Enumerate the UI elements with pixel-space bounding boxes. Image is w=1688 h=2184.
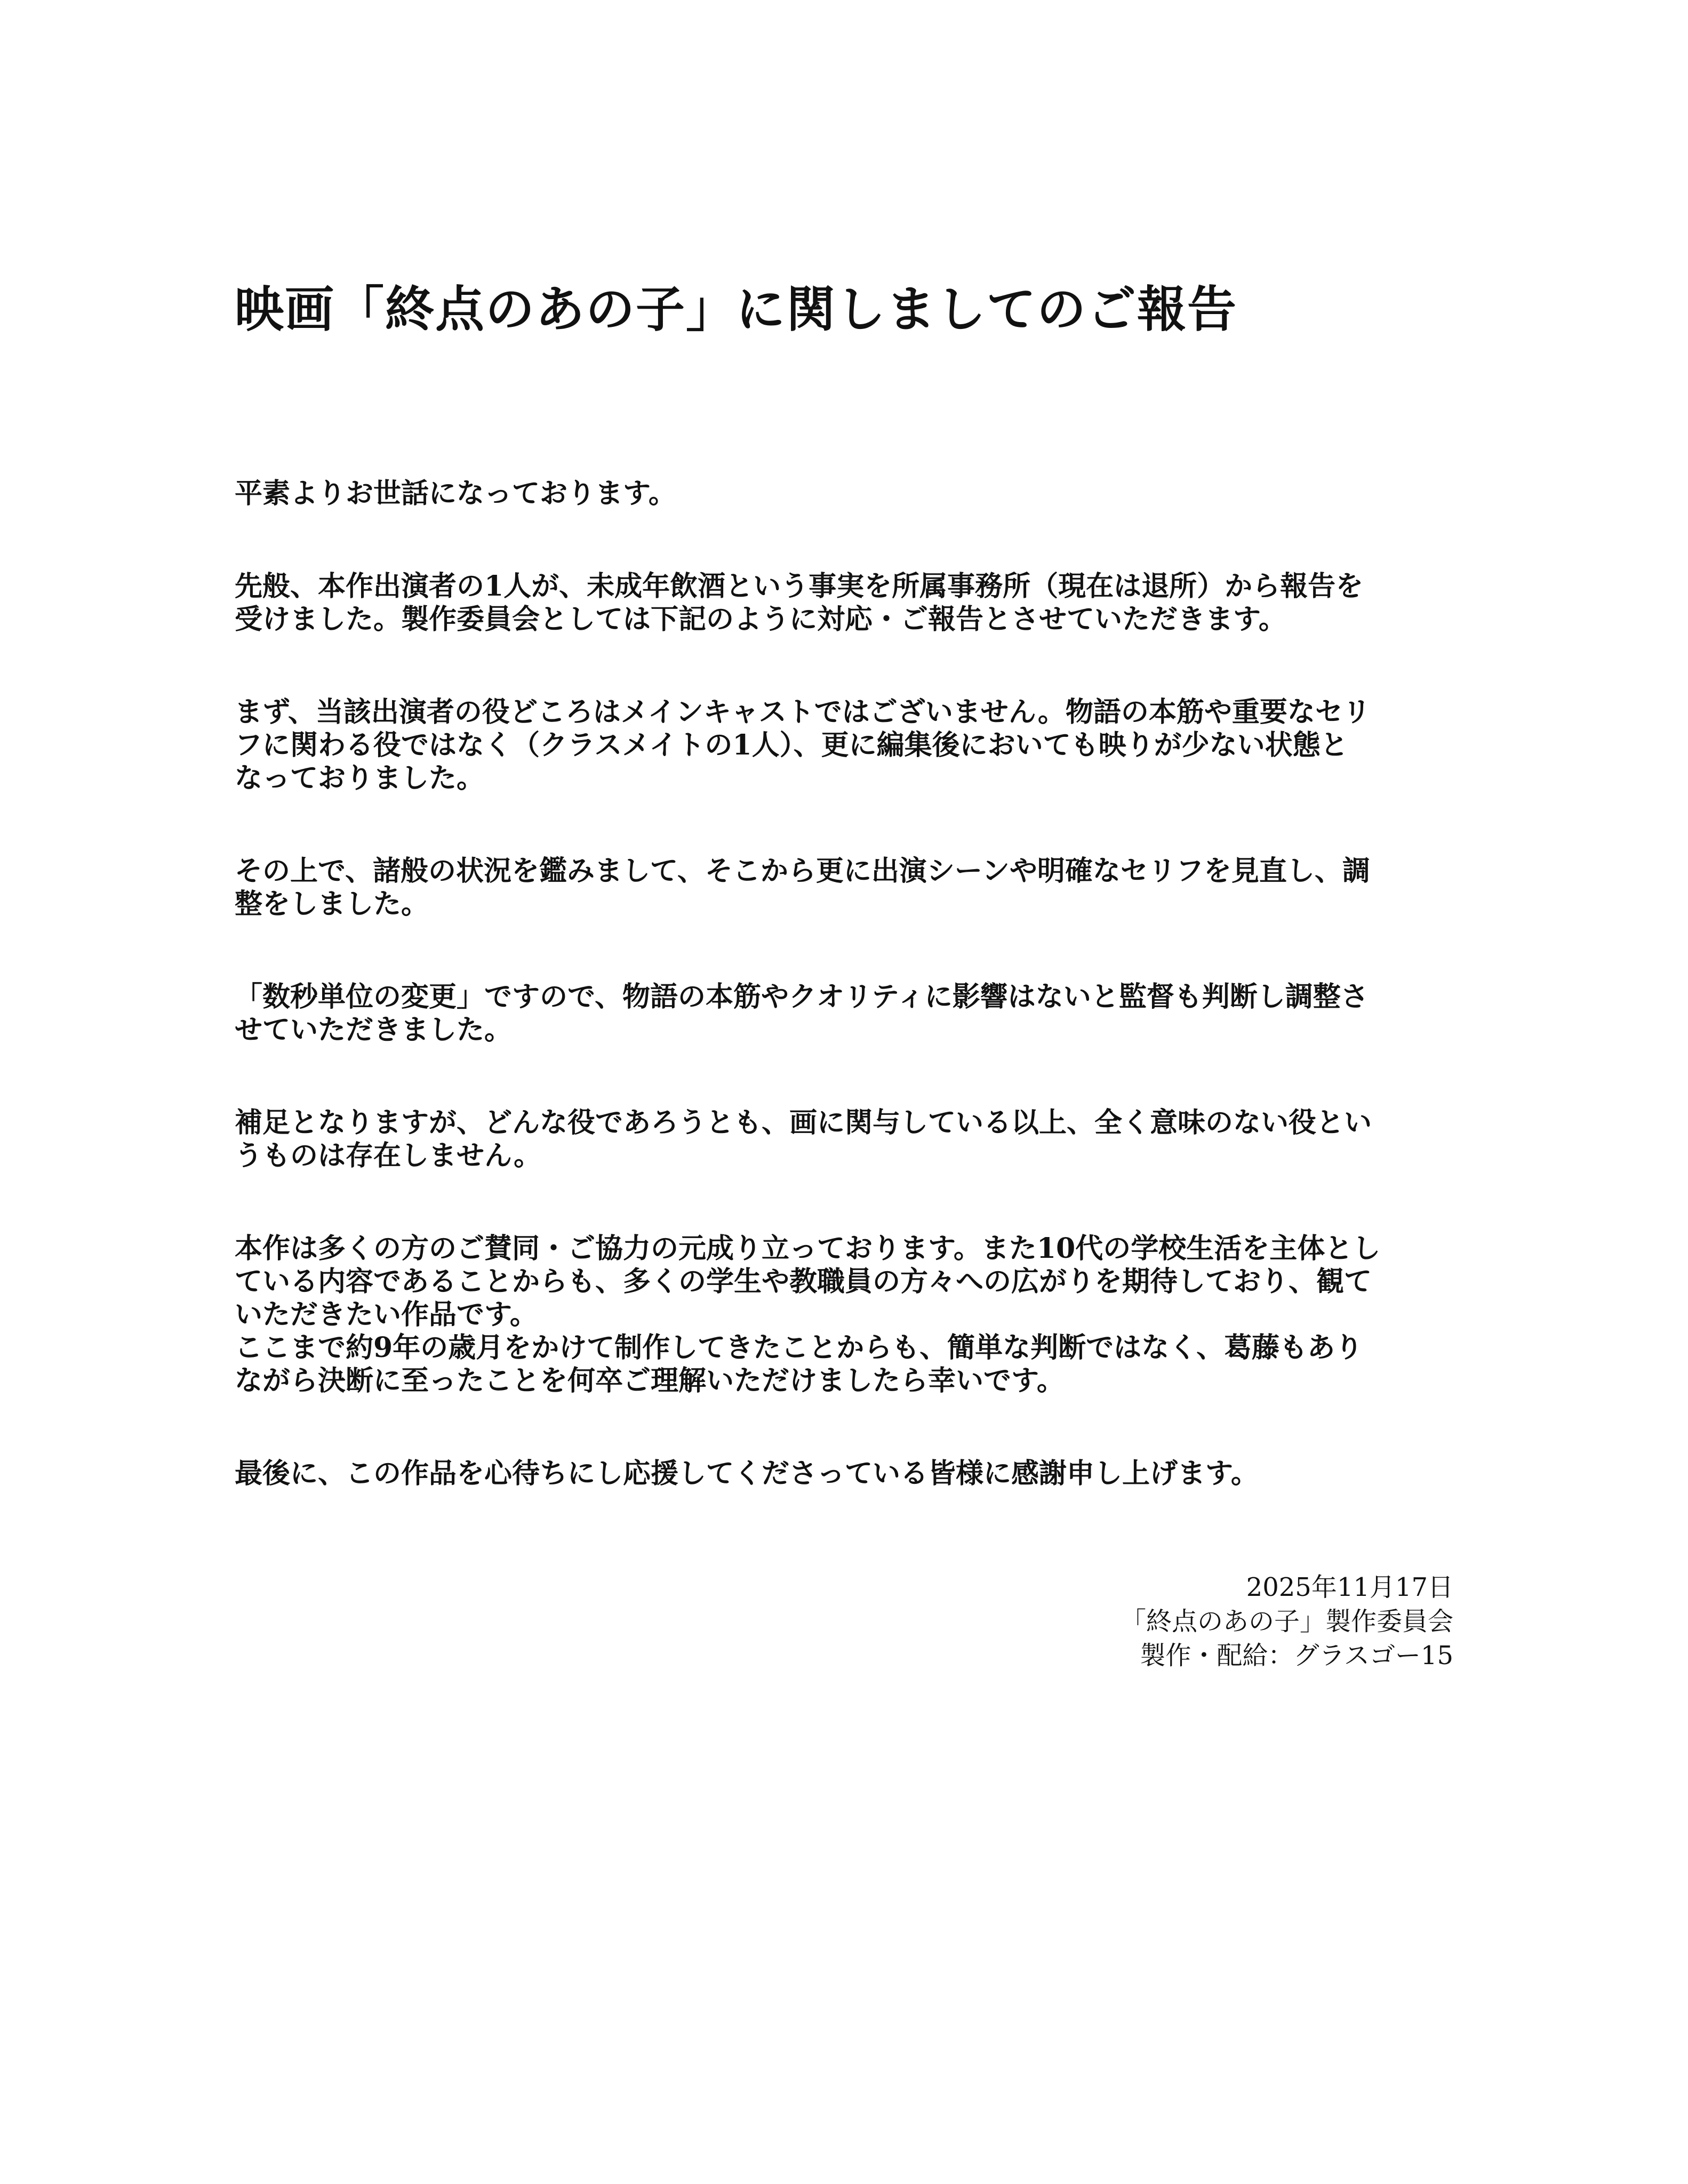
text-line: 補足となりますが、どんな役であろうとも、画に関与している以上、全く意味のない役とい [235, 1106, 1372, 1139]
text-line: せていただきました。 [235, 1014, 513, 1046]
signature-date: 2025年11月17日 [1246, 1572, 1453, 1602]
paragraph-closing [235, 1457, 1461, 1490]
document-title: 映画「終点のあの子」に関しましてのご報告 [235, 280, 1238, 338]
text-line: 先般、本作出演者の1人が、未成年飲酒という事実を所属事務所（現在は退所）から報告を [235, 570, 1364, 603]
text-line: まず、当該出演者の役どころはメインキャストではございません。物語の本筋や重要なセリ [235, 696, 1371, 728]
text-line: その上で、諸般の状況を鑑みまして、そこから更に出演シーンや明確なセリフを見直し、調 [235, 855, 1370, 887]
paragraph-greeting [235, 477, 1461, 510]
signature-distribution: 製作・配給：グラスゴー15 [1140, 1641, 1453, 1671]
paragraph-work [235, 1232, 1461, 1398]
text-line: 平素よりお世話になっております。 [235, 477, 676, 510]
text-line: 受けました。製作委員会としては下記のように対応・ご報告とさせていただきます。 [235, 603, 1286, 636]
paragraph-change [235, 981, 1461, 1047]
text-line: 本作は多くの方のご賛同・ご協力の元成り立っております。また10代の学校生活を主体とし [235, 1232, 1381, 1265]
text-line: 整をしました。 [235, 888, 429, 920]
text-line: うものは存在しません。 [235, 1139, 542, 1172]
text-line: なっておりました。 [235, 762, 485, 794]
document-body [235, 477, 1461, 1550]
text-line: ながら決断に至ったことを何卒ご理解いただけましたら幸いです。 [235, 1364, 1065, 1397]
paragraph-adjustment [235, 855, 1461, 921]
signature-committee: 「終点のあの子」製作委員会 [1120, 1607, 1453, 1636]
paragraph-role [235, 696, 1461, 795]
text-line: 「数秒単位の変更」ですので、物語の本筋やクオリティに影響はないと監督も判断し調整さ [235, 981, 1369, 1013]
text-line: ここまで約9年の歳月をかけて制作してきたことからも、簡単な判断ではなく、葛藤もあり [235, 1331, 1363, 1364]
signature-block [1121, 1570, 1453, 1673]
text-line: いただきたい作品です。 [235, 1298, 538, 1331]
paragraph-supplement [235, 1106, 1461, 1173]
text-line: 最後に、この作品を心待ちにし応援してくださっている皆様に感謝申し上げます。 [235, 1457, 1259, 1490]
text-line: ている内容であることからも、多くの学生や教職員の方々への広がりを期待しており、観て [235, 1265, 1372, 1298]
paragraph-report [235, 570, 1461, 636]
text-line: フに関わる役ではなく（クラスメイトの1人）、更に編集後においても映りが少ない状態と [235, 729, 1348, 761]
